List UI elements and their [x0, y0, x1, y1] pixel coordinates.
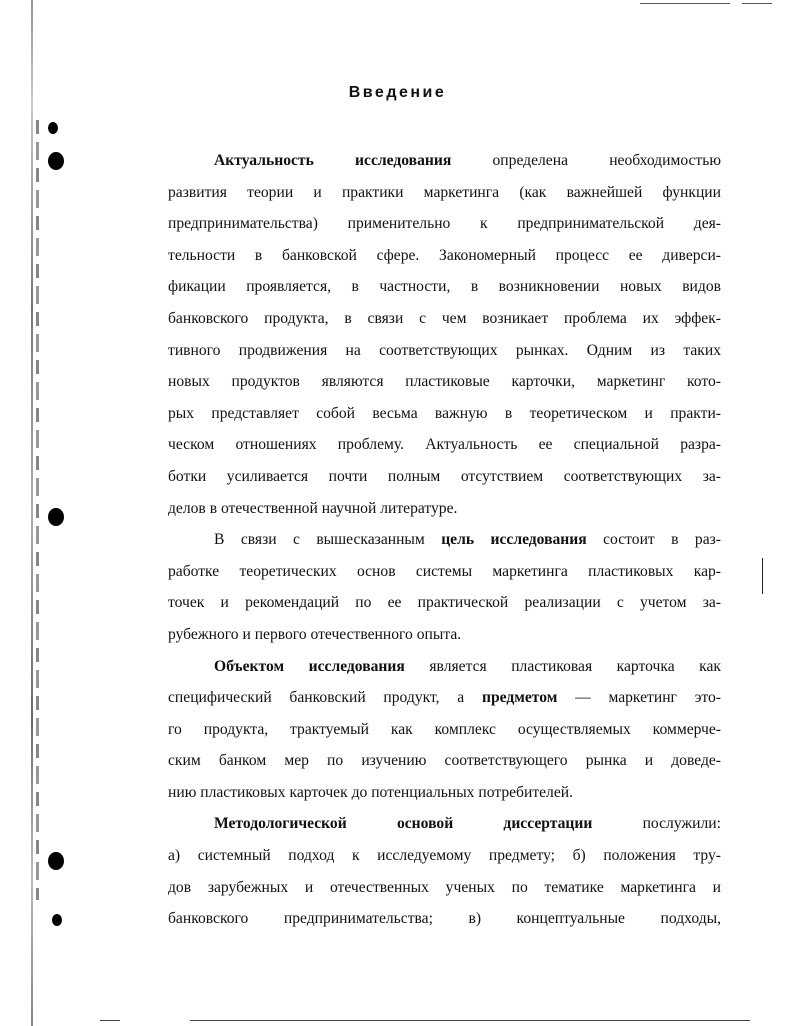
text-segment: банковского предпринимательства; в) концептуальные подходы,: [168, 910, 721, 928]
text-line: [168, 461, 721, 493]
text-segment: — маркетинг это-: [557, 689, 721, 707]
text-line: [168, 808, 721, 840]
text-segment: фикации проявляется, в частности, в возникновении новых видов: [168, 278, 721, 296]
text-segment: нию пластиковых карточек до потенциальных потребителей.: [168, 783, 574, 801]
text-line: [168, 208, 721, 240]
paragraph: [168, 145, 721, 524]
text-segment: является пластиковая карточка как: [404, 657, 721, 675]
text-segment: специфический банковский продукт, а: [168, 689, 482, 707]
bold-term: Методологической основой диссертации: [214, 815, 593, 833]
text-segment: а) системный подход к исследуемому предмету; б) положения тру-: [168, 847, 721, 865]
binding-hole: [52, 914, 62, 926]
scan-binding-marks: [36, 120, 39, 900]
text-line: [168, 524, 721, 556]
scan-edge-left: [31, 0, 33, 1026]
text-segment: В связи с вышесказанным: [214, 531, 442, 549]
text-line: [168, 556, 721, 588]
text-segment: развития теории и практики маркетинга (как важнейшей функции: [168, 183, 721, 201]
text-line: [168, 777, 721, 809]
scan-right-mark: [762, 558, 763, 594]
scan-bottom-line: [190, 1020, 750, 1021]
text-segment: послужили:: [592, 815, 721, 833]
text-line: [168, 177, 721, 209]
text-segment: ческом отношениях проблему. Актуальность ее специальной разра-: [168, 436, 721, 454]
bold-term: Объектом исследования: [214, 657, 405, 675]
page-title: Введение: [348, 84, 447, 101]
scan-bottom-line: [100, 1020, 120, 1021]
text-line: [168, 366, 721, 398]
text-segment: определена необходимостью: [451, 152, 721, 169]
bold-term: предметом: [481, 689, 558, 707]
scan-top-line: [742, 3, 772, 4]
text-segment: тивного продвижения на соответствующих рынках. Одним из таких: [168, 341, 721, 359]
text-segment: новых продуктов являются пластиковые карточки, маркетинг кото-: [168, 373, 721, 391]
text-segment: дов зарубежных и отечественных ученых по тематике маркетинга и: [168, 878, 721, 896]
bold-term: цель исследования: [441, 531, 587, 549]
text-segment: делов в отечественной научной литературе.: [168, 499, 458, 517]
text-line: [168, 493, 721, 525]
text-segment: рых представляет собой весьма важную в теоретическом и практи-: [168, 404, 721, 422]
text-line: [168, 240, 721, 272]
text-line: [168, 682, 721, 714]
document-body: [168, 145, 721, 935]
text-segment: банковского продукта, в связи с чем возникает проблема их эффек-: [168, 309, 721, 327]
text-segment: тельности в банковской сфере. Закономерный процесс ее диверси-: [168, 246, 721, 264]
text-segment: предпринимательства) применительно к предпринимательской дея-: [168, 215, 721, 233]
paragraph: [168, 808, 721, 934]
text-line: [168, 335, 721, 367]
text-line: [168, 619, 721, 651]
text-segment: работке теоретических основ системы маркетинга пластиковых кар-: [168, 562, 721, 580]
text-line: [168, 872, 721, 904]
paragraph: [168, 651, 721, 809]
binding-hole: [48, 152, 64, 170]
text-segment: точек и рекомендаций по ее практической реализации с учетом за-: [168, 594, 721, 612]
scan-top-line: [640, 3, 730, 4]
text-line: [168, 398, 721, 430]
text-line: [168, 271, 721, 303]
text-line: [168, 303, 721, 335]
text-line: [168, 145, 721, 177]
text-segment: го продукта, трактуемый как комплекс осуществляемых коммерче-: [168, 720, 721, 738]
text-line: [168, 903, 721, 935]
bold-term: Актуальность исследования: [214, 152, 452, 169]
binding-hole: [48, 122, 58, 134]
text-line: [168, 840, 721, 872]
text-segment: состоит в раз-: [586, 531, 721, 549]
text-line: [168, 429, 721, 461]
text-segment: ботки усиливается почти полным отсутствием соответствующих за-: [168, 467, 721, 485]
text-line: [168, 587, 721, 619]
binding-hole: [48, 508, 64, 526]
text-line: [168, 651, 721, 683]
text-segment: ским банком мер по изучению соответствующего рынка и доведе-: [168, 752, 721, 770]
paragraph: [168, 524, 721, 650]
text-segment: рубежного и первого отечественного опыта.: [168, 625, 462, 643]
binding-hole: [48, 852, 64, 870]
text-line: [168, 714, 721, 746]
text-line: [168, 745, 721, 777]
